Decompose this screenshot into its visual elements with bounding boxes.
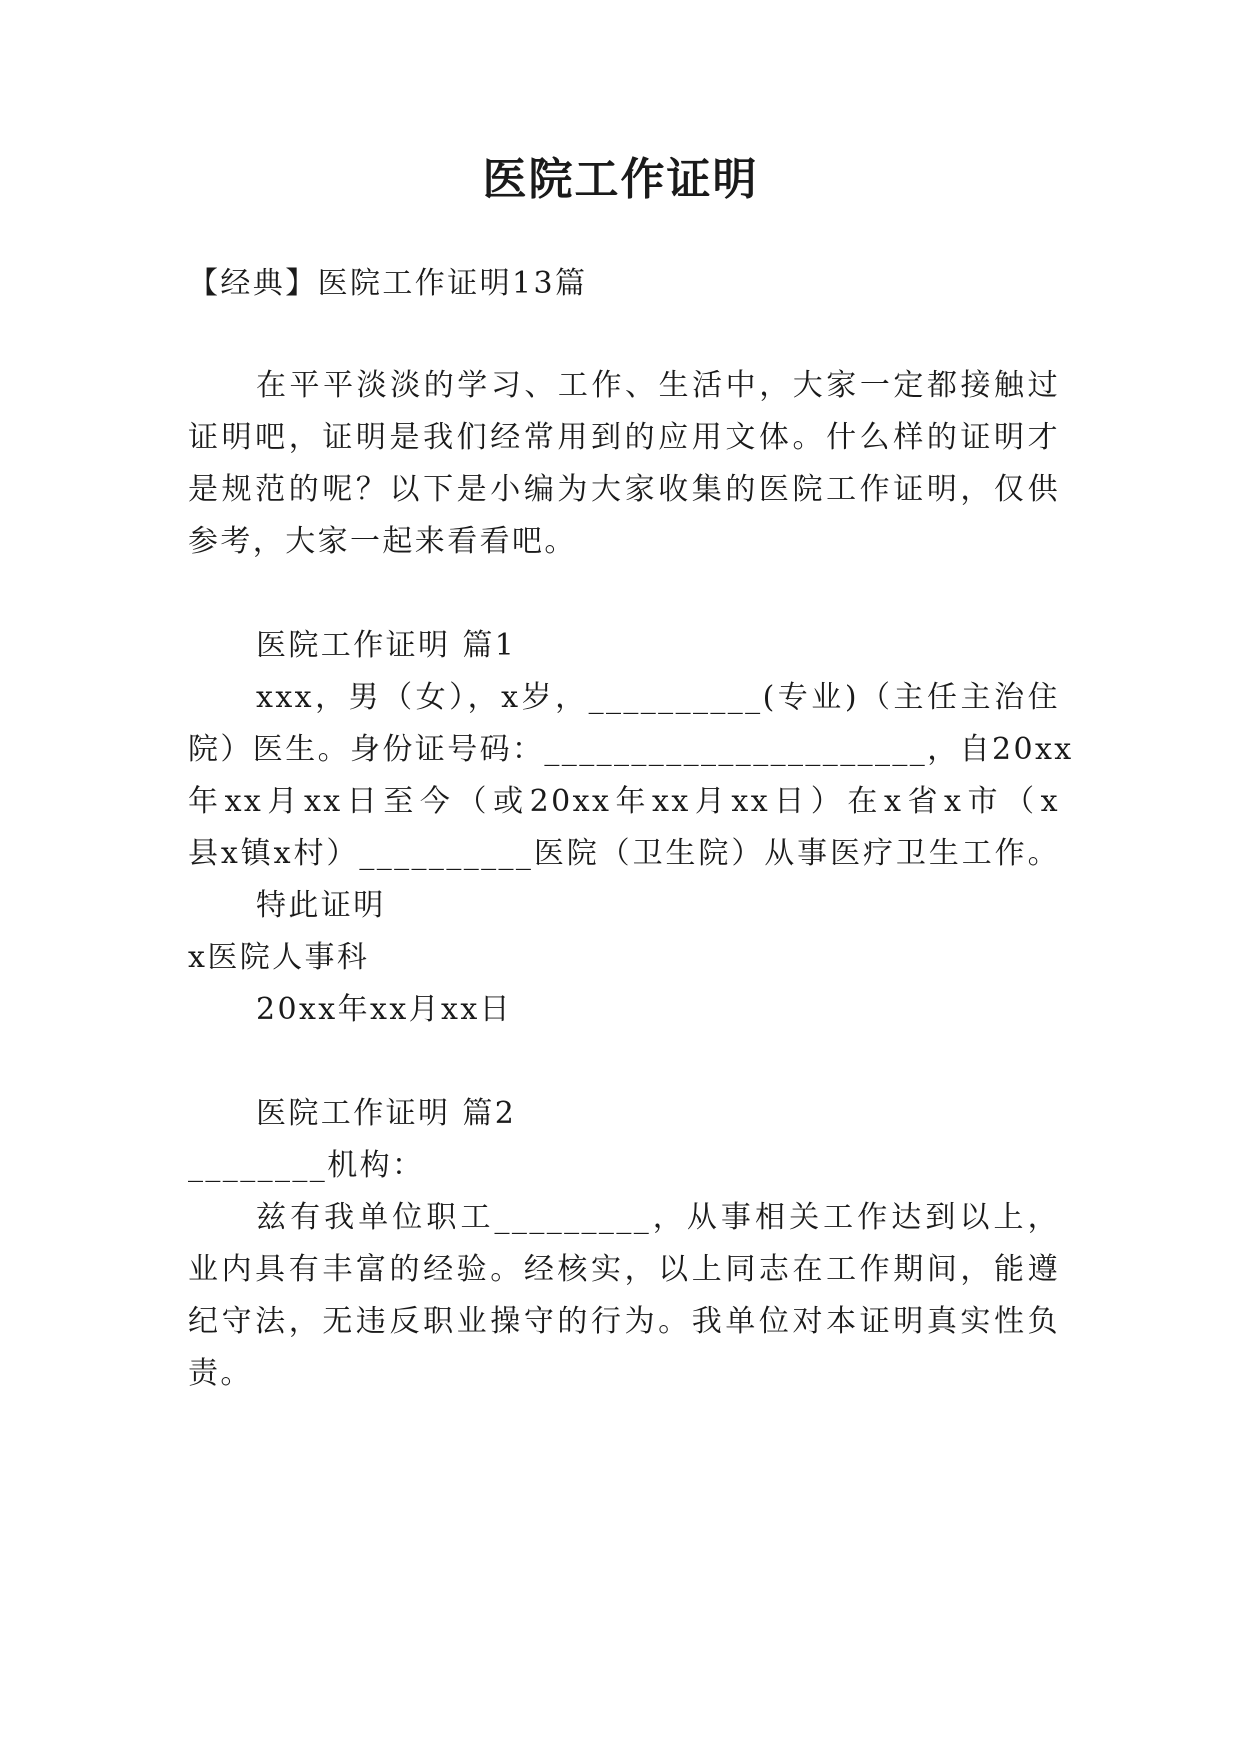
intro-line-1: 在平平淡淡的学习、工作、生活中，大家一定都接触过 — [256, 368, 1060, 403]
section2-recipient: ________机构： — [188, 1148, 425, 1183]
section1-heading: 医院工作证明 篇1 — [256, 628, 517, 663]
section1-org: x医院人事科 — [188, 940, 370, 975]
section1-line-3: 年xx月xx日至今（或20xx年xx月xx日）在x省x市（x — [188, 784, 1060, 819]
intro-line-2: 证明吧，证明是我们经常用到的应用文体。什么样的证明才 — [188, 420, 1060, 455]
section1-line-4: 县x镇x村）__________医院（卫生院）从事医疗卫生工作。 — [188, 836, 1060, 871]
section1-line-1: xxx，男（女），x岁，__________(专业)（主任主治住 — [256, 680, 1060, 715]
section2-line-4: 责。 — [188, 1356, 253, 1391]
intro-line-4: 参考，大家一起来看看吧。 — [188, 524, 577, 559]
document-subtitle: 【经典】医院工作证明13篇 — [188, 266, 588, 301]
intro-line-3: 是规范的呢？以下是小编为大家收集的医院工作证明，仅供 — [188, 472, 1060, 507]
section1-closing: 特此证明 — [256, 888, 386, 923]
section2-heading: 医院工作证明 篇2 — [256, 1096, 517, 1131]
document-title: 医院工作证明 — [482, 154, 759, 205]
section1-date: 20xx年xx月xx日 — [256, 992, 513, 1027]
section2-line-1: 兹有我单位职工_________，从事相关工作达到以上， — [256, 1200, 1060, 1235]
section2-line-2: 业内具有丰富的经验。经核实，以上同志在工作期间，能遵 — [188, 1252, 1060, 1287]
section1-line-2: 院）医生。身份证号码：______________________，自20xx — [188, 732, 1074, 767]
section2-line-3: 纪守法，无违反职业操守的行为。我单位对本证明真实性负 — [188, 1304, 1060, 1339]
